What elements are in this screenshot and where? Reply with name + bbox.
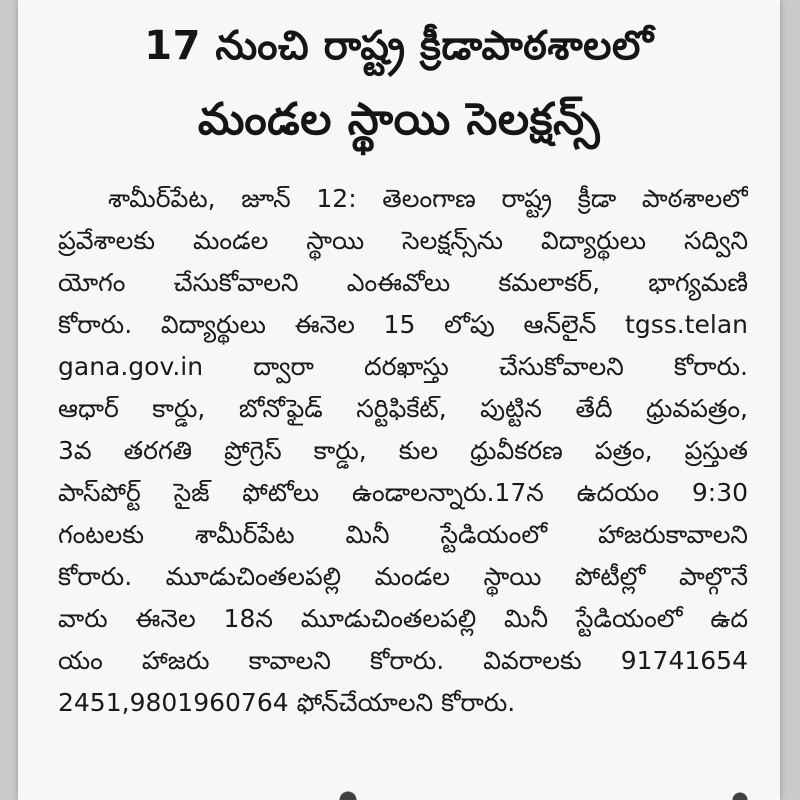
headline-line-2: మండల స్థాయి సెలక్షన్స్ bbox=[197, 94, 601, 145]
article-line: ప్రవేశాలకు మండల స్థాయి సెలక్షన్స్‌ను విద్యార్థులు సద్విని bbox=[58, 226, 748, 255]
article-line: 2451,9801960764 ఫోన్‌చేయాలని కోరారు. bbox=[58, 688, 516, 717]
article-line: వారు ఈనెల 18న మూడుచింతలపల్లి మినీ స్టేడియంలో ఉద bbox=[58, 604, 748, 633]
article-line: యం హాజరు కావాలని కోరారు. వివరాలకు 91741654 bbox=[58, 646, 748, 675]
cropped-next-headline-fragment bbox=[18, 790, 780, 800]
article-line: యోగం చేసుకోవాలని ఎంఈవోలు కమలాకర్, భాగ్యమణి bbox=[58, 268, 748, 297]
newspaper-clipping bbox=[18, 0, 780, 800]
article-line: పాస్‌పోర్ట్ సైజ్ ఫోటోలు ఉండాలన్నారు.17న ఉదయం 9:30 bbox=[58, 478, 748, 507]
article-line: శామీర్‌పేట, జూన్ 12: తెలంగాణ రాష్ట్ర క్రీడా పాఠశాలలో bbox=[108, 184, 748, 213]
article-line: ఆధార్ కార్డు, బోనోఫైడ్ సర్టిఫికేట్, పుట్టిన తేదీ ధ్రువపత్రం, bbox=[58, 394, 748, 423]
article-line: 3వ తరగతి ప్రోగ్రెస్ కార్డు, కుల ధ్రువీకరణ పత్రం, ప్రస్తుత bbox=[58, 436, 748, 465]
article-line: కోరారు. విద్యార్థులు ఈనెల 15 లోపు ఆన్‌లైన్ tgss.telan bbox=[58, 310, 748, 339]
article-line: gana.gov.in ద్వారా దరఖాస్తు చేసుకోవాలని కోరారు. bbox=[58, 352, 748, 381]
headline-line-1: 17 నుంచి రాష్ట్ర క్రీడాపాఠశాలలో bbox=[144, 23, 654, 69]
article-line: గంటలకు శామీర్‌పేట మినీ స్టేడియంలో హాజరుకావాలని bbox=[58, 520, 748, 549]
article-body bbox=[58, 178, 748, 724]
article-line: కోరారు. మూడుచింతలపల్లి మండల స్థాయి పోటీల్లో పాల్గొనే bbox=[58, 562, 748, 591]
